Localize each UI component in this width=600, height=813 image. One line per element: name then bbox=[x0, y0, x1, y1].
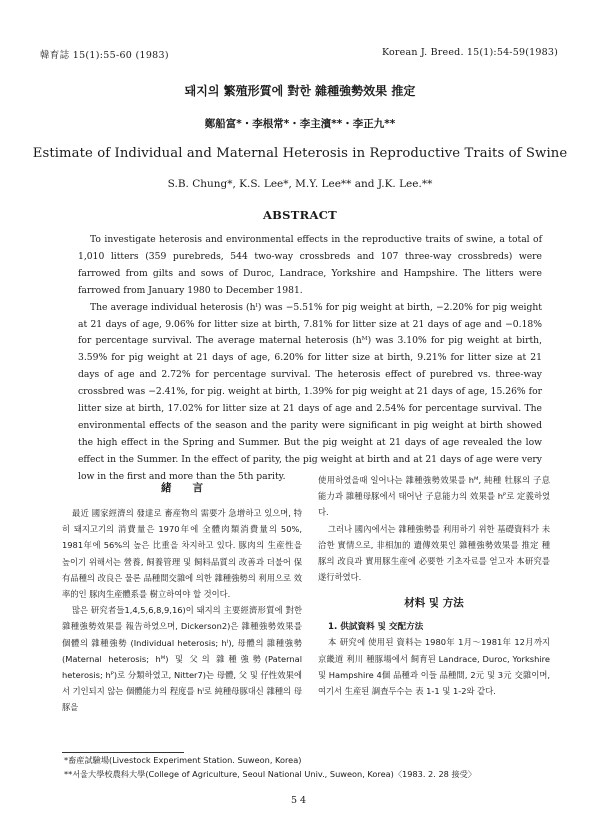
footnote-divider bbox=[62, 752, 184, 753]
introduction-paragraph: 많은 研究者들1,4,5,6,8,9,16)이 돼지의 主要經濟形質에 對한 雜種強勢效果를 報告하였으며, Dickerson2)은 雜種強勢效果를 個體의 雜種強勢 (Individual heterosis; hᴵ), 母體의 雜種強勢(Maternal heterosis; hᴹ) 및 父의 雜種強勢(Paternal heterosis; hᴾ)로 分類하였고, Nitter7)는 母體, 父 및 仔性效果에서 기인되지 않는 個體能力의 程度를 hᴵ로 純種母豚대신 雜種의 母豚을 bbox=[62, 605, 302, 713]
footnote-affiliation-1: *畜産試驗場(Livestock Experiment Station. Suweon, Korea) bbox=[64, 755, 302, 765]
korean-title: 돼지의 繁殖形質에 對한 雜種強勢效果 推定 bbox=[184, 84, 416, 98]
methods-paragraph: 本 研究에 使用된 資料는 1980年 1月～1981年 12月까지 京畿道 利川 種豚場에서 飼育된 Landrace, Duroc, Yorkshire 및 Hampshire 4個 品種과 이들 品種間, 2元 및 3元 交雜이며, 여기서 生産된 調査두수는 表 1-1 및 1-2와 같다. bbox=[318, 637, 550, 697]
abstract-heading: ABSTRACT bbox=[262, 208, 338, 222]
running-header-korean: 韓育誌 15(1):55-60 (1983) bbox=[40, 50, 169, 61]
abstract-body bbox=[78, 232, 542, 486]
english-authors: S.B. Chung*, K.S. Lee*, M.Y. Lee** and J.K. Lee.** bbox=[167, 178, 433, 190]
right-column bbox=[318, 472, 550, 699]
footnote-affiliation-2: **서울大學校農科大學(College of Agriculture, Seoul National Univ., Suweon, Korea)〈1983. 2. 28 接受〉 bbox=[64, 768, 477, 779]
english-title: Estimate of Individual and Maternal Heterosis in Reproductive Traits of Swine bbox=[32, 146, 568, 161]
korean-authors: 鄭船富*・李根常*・李主濱**・李正九** bbox=[204, 118, 396, 130]
introduction-continued: 使用하였을때 일어나는 雜種強勢效果를 hᴹ, 純種 牡豚의 子息能力과 雜種母豚에서 태어난 子息能力의 效果를 hᴾ로 定義하였다. bbox=[318, 475, 550, 518]
methods-subheading: 1. 供試資料 및 交配方法 bbox=[328, 622, 424, 633]
methods-heading: 材料 및 方法 bbox=[404, 597, 464, 610]
introduction-paragraph: 그러나 國內에서는 雜種強勢를 利用하기 위한 基礎資料가 未洽한 實情으로, 非相加的 遺傳效果인 雜種強勢效果를 推定 種豚의 改良과 實用豚生産에 必要한 기초자료를 얻고자 本研究를 遂行하였다. bbox=[318, 523, 550, 583]
abstract-paragraph: To investigate heterosis and environmental effects in the reproductive traits of swine, a total of 1,010 litters (359 purebreds, 544 two-way crossbreds and 107 three-way crossbreds) were farrowed from gilts and sows of Duroc, Landrace, Yorkshire and Hampshire. The litters were farrowed from January 1980 to December 1981. bbox=[78, 234, 542, 296]
running-header-english: Korean J. Breed. 15(1):54-59(1983) bbox=[381, 47, 558, 58]
footnotes bbox=[64, 754, 554, 781]
abstract-paragraph: The average individual heterosis (hᴵ) was −5.51% for pig weight at birth, −2.20% for pig weight at 21 days of age, 9.06% for litter size at birth, 7.81% for litter size at 21 days of age and −0.18% for percentage survival. The average maternal heterosis (hᴹ) was 3.10% for pig weight at birth, 3.59% for pig weight at 21 days of age, 6.20% for litter size at birth, 9.21% for litter size at 21 days of age and 2.72% for percentage survival. The heterosis effect of purebred vs. three-way crossbred was −2.41%, for pig. weight at birth, 1.39% for pig weight at 21 days of age, 15.26% for litter size at birth, 17.02% for litter size at 21 days of age and 2.54% for percentage survival. The environmental effects of the season and the parity were significant in pig weight at birth showed the high effect in the Spring and Summer. But the pig weight at 21 days of age revealed the low effect in the Summer. In the effect of parity, the pig weight at birth and at 21 days of age were very low in the first and more than the 5th parity. bbox=[78, 301, 542, 482]
introduction-paragraph: 最近 國家經濟의 發達로 畜産物의 需要가 急增하고 있으며, 特히 돼지고기의 消費量은 1970年에 全體肉類消費量의 50%, 1981年에 56%의 높은 比重을 차지하고 있다. 豚肉의 生産性을 높이기 위해서는 營養, 飼養管理 및 飼料品質의 改善과 더불어 保有品種의 改良은 물론 品種間交雜에 의한 雜種強勢의 利用으로 效率的인 豚肉生産體系를 樹立하여야 할 것이다. bbox=[62, 508, 302, 600]
page-number: 54 bbox=[290, 795, 310, 806]
left-column bbox=[62, 480, 302, 716]
introduction-heading: 緒 言 bbox=[161, 482, 203, 494]
